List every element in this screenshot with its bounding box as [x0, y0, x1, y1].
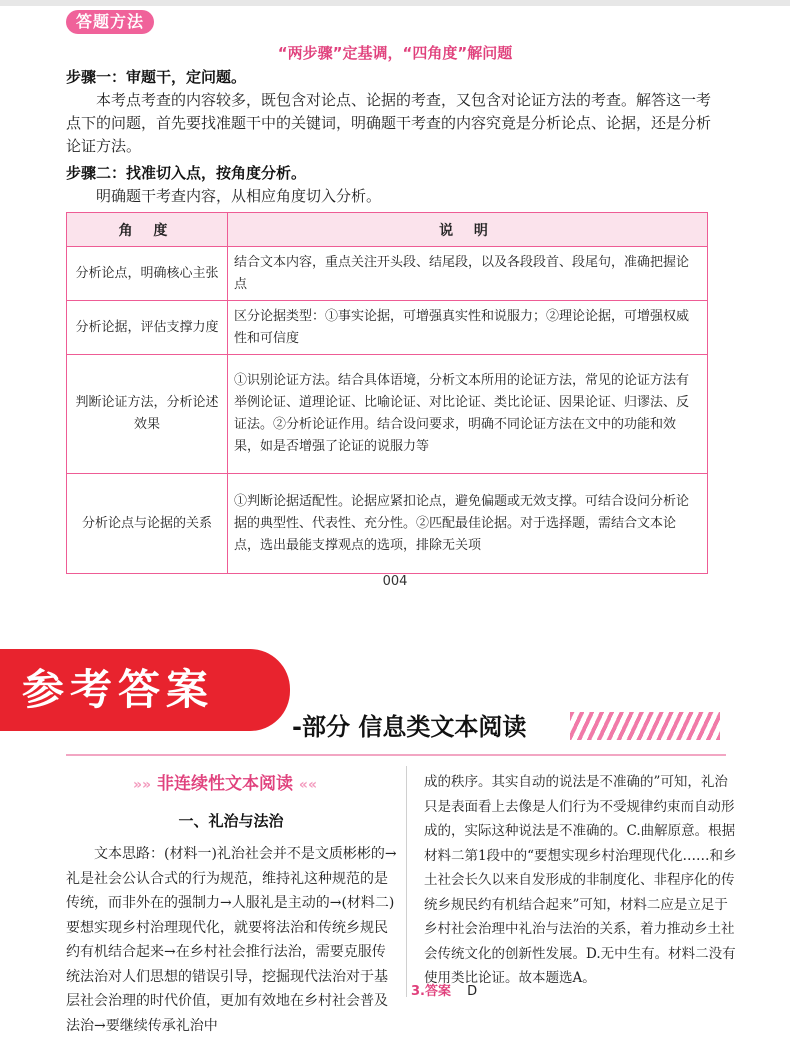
page-number: 004 [382, 574, 408, 589]
table-row [67, 301, 708, 355]
article-title: 一、礼治与法治 [178, 812, 284, 830]
subsection-title: 非连续性文本阅读 [157, 774, 293, 794]
left-column-text: 文本思路：(材料一)礼治社会并不是文质彬彬的→礼是社会公认合式的行为规范，维持礼这种规范的是传统，而非外在的强制力→人服礼是主动的→(材料二)要想实现乡村治理现代化，就要将法治和传统乡规民约有机结合起来→在乡村社会推行法治，需要克服传统法治对人们思想的错误引导，挖掘现代法治对于基层社会治理的时代价值，更加有效地在乡村社会普及法治→要继续传承礼治中 [66, 846, 397, 1034]
angle-cell: 分析论据，评估支撑力度 [67, 301, 228, 355]
answer-method-badge: 答题方法 [66, 10, 154, 34]
step2-body: 明确题干考查内容，从相应角度切入分析。 [96, 187, 382, 205]
header-angle: 角 度 [67, 213, 228, 247]
answer-line [411, 980, 477, 999]
angles-table [66, 212, 708, 574]
table-row [67, 474, 708, 574]
angle-cell: 分析论点，明确核心主张 [67, 247, 228, 301]
description-cell: 区分论据类型：①事实论据，可增强真实性和说服力；②理论论据，可增强权威性和可信度 [228, 301, 708, 355]
answer-label: 3.答案 [411, 984, 451, 999]
column-divider [406, 766, 407, 997]
table-row [67, 355, 708, 474]
decorative-stripes [570, 712, 720, 740]
angle-cell: 判断论证方法，分析论述效果 [67, 355, 228, 474]
previous-line-strip [0, 0, 790, 6]
step2-title: 步骤二：找准切入点，按角度分析。 [66, 164, 307, 182]
subsection-heading [120, 770, 330, 798]
chevron-left-icon: »» [132, 777, 152, 793]
part-title: -部分 信息类文本阅读 [292, 713, 527, 741]
description-cell: ①识别论证方法。结合具体语境，分析文本所用的论证方法，常见的论证方法有举例论证、道理论证、比喻论证、对比论证、类比论证、因果论证、归谬法、反证法。②分析论证作用。结合设问要求，明确不同论证方法在文中的功能和效果，如是否增强了论证的说服力等 [228, 355, 708, 474]
section-title: “两步骤”定基调，“四角度”解问题 [277, 44, 513, 62]
angle-cell: 分析论点与论据的关系 [67, 474, 228, 574]
step1-title: 步骤一：审题干，定问题。 [66, 68, 247, 86]
chevron-right-icon: «« [298, 777, 318, 793]
right-column-text: 成的秩序。其实自动的说法是不准确的”可知，礼治只是表面看上去像是人们行为不受规律约束而自动形成的，实际这种说法是不准确的。C.曲解原意。根据材料二第1段中的“要想实现乡村治理现代化……和乡土社会长久以来自发形成的非制度化、非程序化的传统乡规民约有机结合起来”可知，材料二应是立足于乡村社会治理中礼治与法治的关系，着力推动乡土社会传统文化的创新性发展。D.无中生有。材料二没有使用类比论证。故本题选A。 [424, 774, 737, 986]
step1-body: 本考点考查的内容较多，既包含对论点、论据的考查，又包含对论证方法的考查。解答这一考点下的问题，首先要找准题干中的关键词，明确题干考查的内容究竟是分析论点、论据，还是分析论证方法。 [66, 91, 712, 155]
header-description: 说 明 [228, 213, 708, 247]
divider [66, 754, 726, 756]
description-cell: 结合文本内容，重点关注开头段、结尾段，以及各段段首、段尾句，准确把握论点 [228, 247, 708, 301]
answer-value: D [467, 984, 478, 999]
answer-banner: 参考答案 [0, 649, 290, 731]
table-row [67, 247, 708, 301]
description-cell: ①判断论据适配性。论据应紧扣论点，避免偏题或无效支撑。可结合设问分析论据的典型性、代表性、充分性。②匹配最佳论据。对于选择题，需结合文本论点，选出最能支撑观点的选项，排除无关项 [228, 474, 708, 574]
table-header-row [67, 213, 708, 247]
